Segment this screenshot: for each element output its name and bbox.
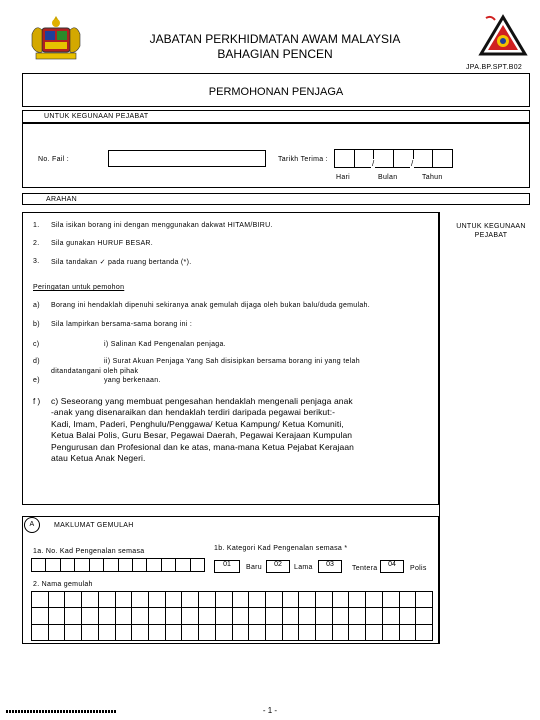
reminder-f-label: f ) [33,397,41,406]
ic-category-option-01[interactable]: 01 [214,560,240,573]
ic-category-option-03-label: Tentera [352,565,378,572]
deceased-name-cells[interactable] [31,591,433,641]
ic-category-option-03[interactable]: 03 [318,560,342,573]
page-number: - 1 - [262,706,278,715]
instruction-1-number: 1. [33,222,40,229]
instruction-3-text: Sila tandakan ✓ pada ruang bertanda (*). [51,259,192,266]
received-date-cells[interactable] [334,149,453,168]
file-number-label: No. Fail : [38,156,70,163]
reminder-d-text-2: ditandatangani oleh pihak [51,368,139,375]
ic-category-option-02-label: Lama [294,564,313,571]
reminder-f-line-1: c) Seseorang yang membuat pengesahan hendaklah mengenali penjaga anak [51,396,353,406]
ic-category-option-04[interactable]: 04 [380,560,404,573]
agency-logo [478,14,528,60]
month-label: Bulan [378,174,398,181]
office-use-side-label: UNTUK KEGUNAAN PEJABAT [456,223,526,239]
reminder-a-label: a) [33,302,40,309]
instructions-heading: ARAHAN [46,196,77,203]
reminder-a-text: Borang ini hendaklah dipenuhi sekiranya anak gemulah dijaga oleh bukan balu/duda gemulah. [51,302,370,309]
instructions-heading-box [22,193,530,205]
division-title: BAHAGIAN PENCEN [217,47,333,61]
deceased-name-label: 2. Nama gemulah [33,581,93,588]
reminder-e-label: e) [33,377,40,384]
agency-title: JABATAN PERKHIDMATAN AWAM MALAYSIA [149,32,401,46]
reminder-f-line-2: -anak yang disenaraikan dan hendaklah terdiri daripada pegawai berikut:- [51,407,336,418]
reminder-d-text: ii) Surat Akuan Penjaga Yang Sah disisipkan bersama borang ini yang telah [104,358,360,365]
reminder-c-label: c) [33,341,40,348]
office-use-panel [22,123,530,188]
form-title: PERMOHONAN PENJAGA [208,86,344,98]
ic-number-label: 1a. No. Kad Pengenalan semasa [33,548,145,555]
ic-category-option-01-label: Baru [246,564,262,571]
date-separator-2: / [411,159,414,168]
office-use-heading: UNTUK KEGUNAAN PEJABAT [44,113,149,120]
ic-number-cells[interactable] [31,558,205,572]
reminder-f-line-4: Ketua Balai Polis, Guru Besar, Pegawai Daerah, Pegawai Kerajaan Kumpulan [51,430,353,441]
government-crest-logo [28,14,84,62]
instruction-1-text: Sila isikan borang ini dengan menggunakan dakwat HITAM/BIRU. [51,222,273,229]
reminder-c-text: i) Salinan Kad Pengenalan penjaga. [104,341,226,348]
reference-code: JPA.BP.SPT.B02 [466,64,523,71]
year-label: Tahun [422,174,443,181]
reminder-f-line-3: Kadi, Imam, Paderi, Penghulu/Penggawa/ Ketua Kampung/ Ketua Komuniti, [51,418,344,429]
ic-category-option-04-label: Polis [410,565,427,572]
ic-category-option-02[interactable]: 02 [266,560,290,573]
reminder-b-text: Sila lampirkan bersama-sama borang ini : [51,321,193,328]
instruction-2-text: Sila gunakan HURUF BESAR. [51,240,154,247]
section-a-marker: A [24,517,40,533]
instruction-3-number: 3. [33,258,40,265]
reminder-f-line-6: atau Ketua Anak Negeri. [51,453,146,464]
reminder-f-line-5: Pengurusan dan Profesional dan ke atas, mana-mana Ketua Pejabat Kerajaan [51,441,355,452]
reminder-d-label: d) [33,358,40,365]
reminder-e-text: yang berkenaan. [104,377,161,384]
date-separator-1: / [372,159,375,168]
section-a-heading: MAKLUMAT GEMULAH [54,522,134,529]
reminder-heading: Peringatan untuk pemohon [33,284,125,291]
office-use-column-divider [439,212,440,644]
reminder-b-label: b) [33,321,40,328]
file-number-input[interactable] [108,150,266,167]
ic-category-label: 1b. Kategori Kad Pengenalan semasa * [214,545,348,552]
day-label: Hari [336,174,351,181]
instruction-2-number: 2. [33,240,40,247]
received-date-label: Tarikh Terima : [278,156,328,163]
